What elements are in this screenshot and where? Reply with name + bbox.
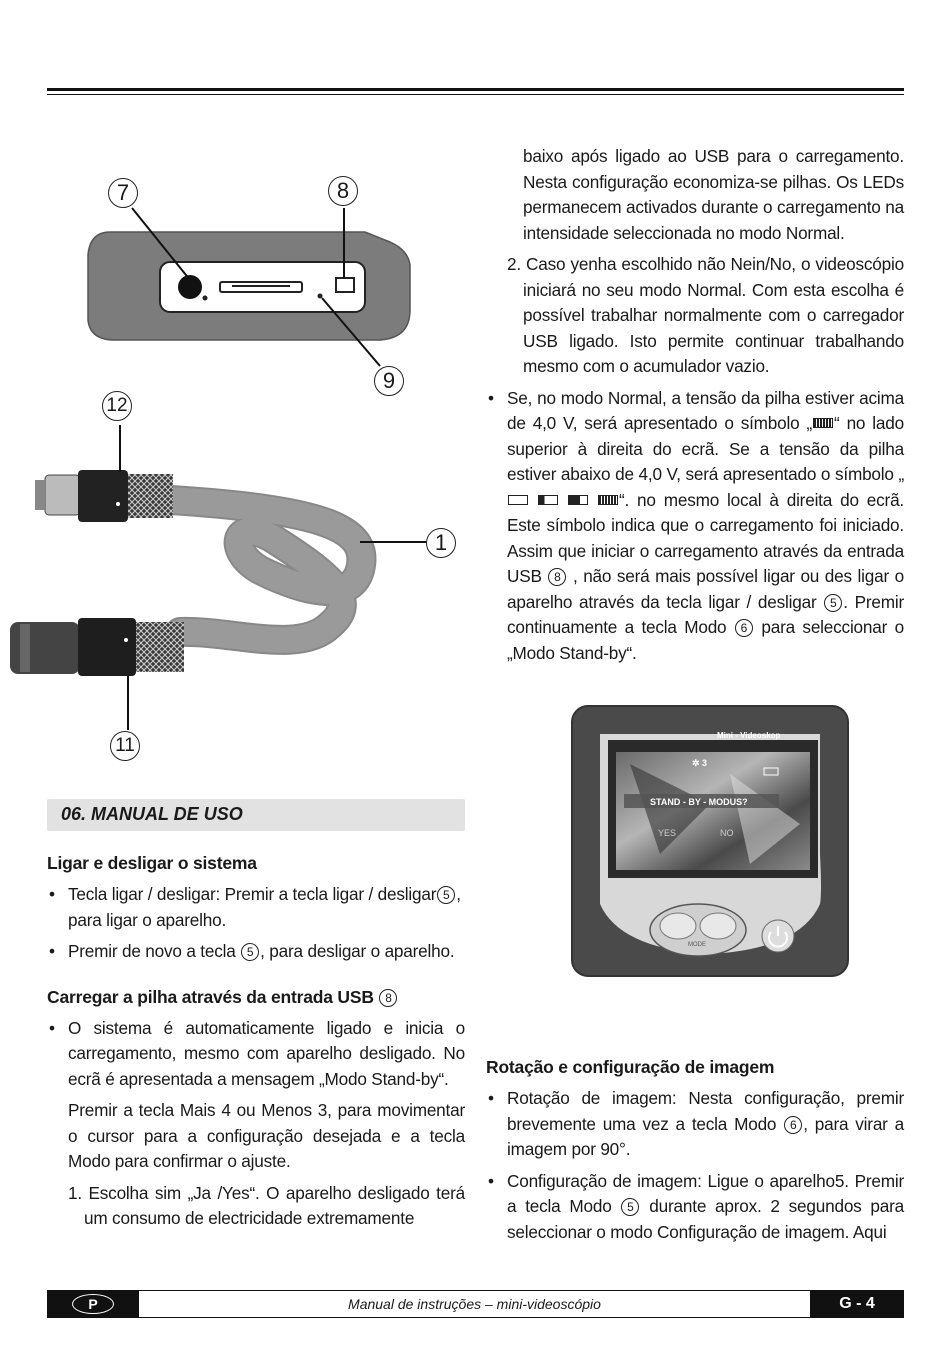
footer-language-block [47, 1290, 139, 1318]
bullet-charging: • O sistema é automaticamente ligado e inicia o carregamento, mesmo com aparelho desligado. No ecrã é apresentada a mensagem „Modo Stand-by“. [47, 1016, 465, 1093]
probe-illustration [0, 400, 480, 730]
header-rule-thin [47, 94, 904, 95]
page-footer [47, 1290, 904, 1318]
battery-empty-icon [508, 495, 528, 505]
yes-option: YES [658, 828, 677, 838]
standby-prompt: STAND - BY - MODUS? [650, 797, 748, 807]
callout-7: 7 [108, 178, 138, 208]
bullet-image-config: • Configuração de imagem: Ligue o aparelho5. Premir a tecla Modo 5 durante aprox. 2 segundos para seleccionar o modo Configuração de imagem. Aqui [486, 1169, 904, 1246]
callout-12: 12 [102, 391, 132, 421]
left-column [47, 851, 465, 1232]
header-rule [47, 88, 904, 91]
paragraph-cursor: Premir a tecla Mais 4 ou Menos 3, para movimentar o cursor para a configuração desejada e a tecla Modo para confirmar o ajuste. [68, 1100, 465, 1171]
battery-mid-icon [568, 495, 588, 505]
right-column-lower [486, 1055, 904, 1245]
callout-8: 8 [328, 176, 358, 206]
device-label: Mini - Videoskop [717, 731, 781, 740]
brightness-level: ✲ 3 [692, 758, 708, 768]
callout-9: 9 [374, 366, 404, 396]
footer-title: Manual de instruções – mini-videoscópio [139, 1290, 810, 1318]
bullet-battery-symbol: • Se, no modo Normal, a tensão da pilha estiver acima de 4,0 V, será apresentado o símbolo „ “ no lado superior à direita do ecrã. Se a tensão da pilha estiver abaixo de 4,0 V, será apresentado o símbolo „ “. no mesmo local à direita do ecrã. Este símbolo indica que o carregamento foi iniciado. Assim que iniciar o carregamento através da entrada USB 8 , não será mais possível ligar ou des ligar o aparelho através da tecla ligar / desligar 5 . Premir continuamente a tecla Modo 6 para seleccionar o „Modo Stand-by“. [486, 386, 904, 667]
right-column [486, 144, 904, 666]
section-heading [47, 799, 465, 831]
item-yes-continued: baixo após ligado ao USB para o carregamento. Nesta configuração economiza-se pilhas. Os LEDs permanecem activados durante o carregamento na intensidade seleccionada no modo Normal. [523, 146, 904, 243]
heading-rotation: Rotação e configuração de imagem [486, 1057, 775, 1077]
no-option: NO [720, 828, 734, 838]
callout-1: 1 [426, 528, 456, 558]
mode-label: MODE [688, 942, 706, 948]
item-yes: 1. Escolha sim „Ja /Yes“. O aparelho desligado terá um consumo de electricidade extremamente [68, 1182, 465, 1228]
language-badge: P [72, 1294, 114, 1314]
battery-full-icon [813, 418, 833, 428]
bullet-power-off: • Premir de novo a tecla 5 , para desligar o aparelho. [47, 939, 465, 965]
bullet-power-on: • Tecla ligar / desligar: Premir a tecla ligar / desligar 5 , para ligar o aparelho. [47, 882, 465, 933]
battery-charged-icon [598, 495, 618, 505]
heading-power: Ligar e desligar o sistema [47, 853, 257, 873]
callout-11: 11 [110, 731, 140, 761]
section-title: 06. MANUAL DE USO [61, 804, 243, 824]
item-no: 2. Caso yenha escolhido não Nein/No, o videoscópio iniciará no seu modo Normal. Com esta escolha é possível trabalhar normalmente com o carregador USB ligado. Isto permite continuar trabalhando mesmo com o acumulador vazio. [507, 254, 904, 376]
battery-low-icon [538, 495, 558, 505]
bullet-rotation: • Rotação de imagem: Nesta configuração, premir brevemente uma vez a tecla Modo 6 , para virar a imagem por 90°. [486, 1086, 904, 1163]
heading-charging: Carregar a pilha através da entrada USB 8 [47, 985, 465, 1010]
device-screen-illustration [570, 704, 850, 978]
page-number: G - 4 [810, 1290, 904, 1318]
